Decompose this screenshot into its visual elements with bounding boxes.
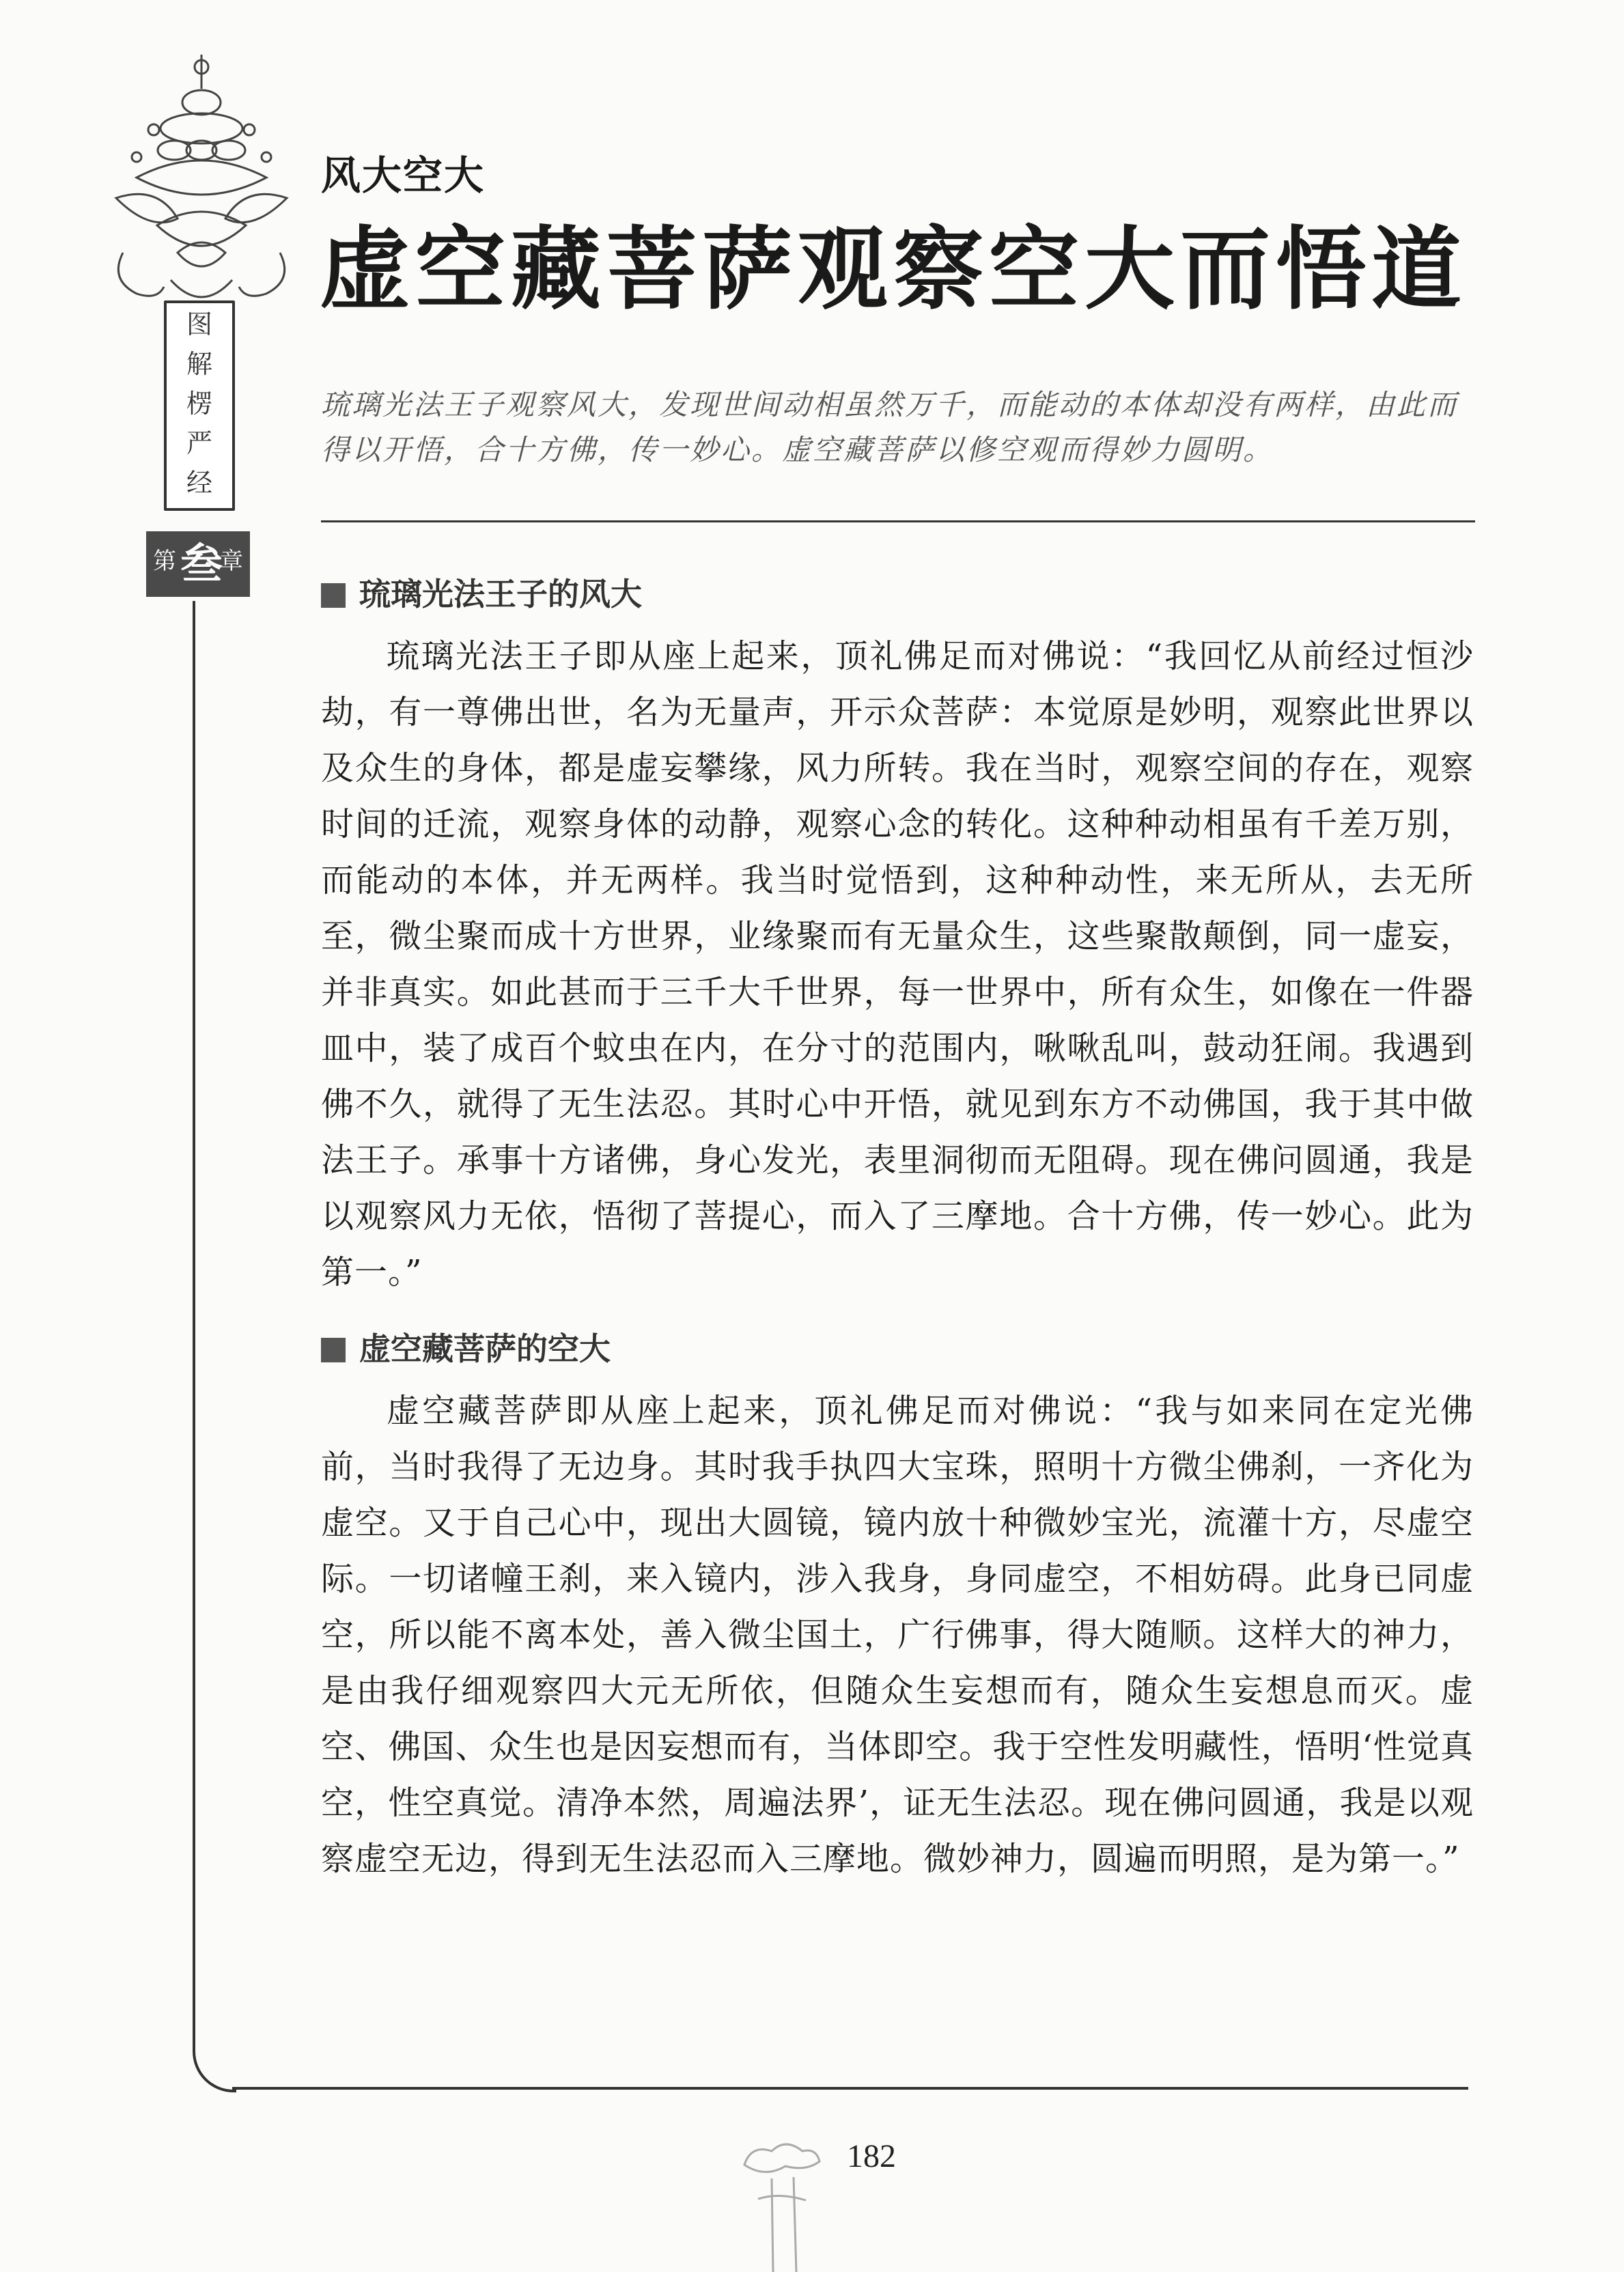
intro-divider bbox=[321, 520, 1475, 522]
page-number: 182 bbox=[847, 2138, 896, 2174]
book-title-char: 楞 bbox=[186, 389, 212, 419]
page-title: 虚空藏菩萨观察空大而悟道 bbox=[320, 217, 1467, 322]
section-heading-text: 虚空藏菩萨的空大 bbox=[359, 1330, 611, 1367]
square-bullet-icon bbox=[321, 583, 346, 608]
page-frame-line bbox=[193, 601, 236, 2092]
square-bullet-icon bbox=[321, 1338, 346, 1362]
chapter-number: 叁 bbox=[180, 539, 223, 589]
section-heading bbox=[321, 574, 642, 615]
chapter-tab bbox=[146, 531, 250, 597]
section-subtitle: 风大空大 bbox=[321, 152, 486, 199]
lotus-ornament-icon bbox=[96, 48, 307, 321]
book-title-char: 严 bbox=[186, 428, 212, 458]
chapter-prefix: 第 bbox=[153, 548, 176, 575]
chapter-suffix: 章 bbox=[220, 548, 243, 575]
book-title-char: 解 bbox=[186, 349, 212, 379]
section-paragraph: 虚空藏菩萨即从座上起来，顶礼佛足而对佛说：“我与如来同在定光佛前，当时我得了无边身。其时我手执四大宝珠，照明十方微尘佛刹，一齐化为虚空。又于自己心中，现出大圆镜，镜内放十种微妙宝光，流灌十方，尽虚空际。一切诸幢王刹，来入镜内，涉入我身，身同虚空，不相妨碍。此身已同虚空，所以能不离本处，善入微尘国土，广行佛事，得大随顺。这样大的神力，是由我仔细观察四大元无所依，但随众生妄想而有，随众生妄想息而灭。虚空、佛国、众生也是因妄想而有，当体即空。我于空性发明藏性，悟明‘性觉真空，性空真觉。清净本然，周遍法界’，证无生法忍。现在佛问圆通，我是以观察虚空无边，得到无生法忍而入三摩地。微妙神力，圆遍而明照，是为第一。” bbox=[321, 1392, 1474, 1878]
section-heading-text: 琉璃光法王子的风大 bbox=[359, 576, 642, 613]
book-title-char: 图 bbox=[186, 309, 212, 339]
page-frame-bottom-rule bbox=[232, 2087, 1468, 2090]
book-title-char: 经 bbox=[186, 468, 212, 498]
book-title-sidebar bbox=[164, 300, 235, 511]
intro-summary: 琉璃光法王子观察风大，发现世间动相虽然万千，而能动的本体却没有两样，由此而得以开悟，合十方佛，传一妙心。虚空藏菩萨以修空观而得妙力圆明。 bbox=[321, 388, 1459, 466]
section-heading bbox=[321, 1328, 611, 1369]
section-paragraph: 琉璃光法王子即从座上起来，顶礼佛足而对佛说：“我回忆从前经过恒沙劫，有一尊佛出世，名为无量声，开示众菩萨：本觉原是妙明，观察此世界以及众生的身体，都是虚妄攀缘，风力所转。我在当时，观察空间的存在，观察时间的迁流，观察身体的动静，观察心念的转化。这种种动相虽有千差万别，而能动的本体，并无两样。我当时觉悟到，这种种动性，来无所从，去无所至，微尘聚而成十方世界，业缘聚而有无量众生，这些聚散颠倒，同一虚妄，并非真实。如此甚而于三千大千世界，每一世界中，所有众生，如像在一件器皿中，装了成百个蚊虫在内，在分寸的范围内，啾啾乱叫，鼓动狂闹。我遇到佛不久，就得了无生法忍。其时心中开悟，就见到东方不动佛国，我于其中做法王子。承事十方诸佛，身心发光，表里洞彻而无阻碍。现在佛问圆通，我是以观察风力无依，悟彻了菩提心，而入了三摩地。合十方佛，传一妙心。此为第一。” bbox=[321, 637, 1474, 1291]
